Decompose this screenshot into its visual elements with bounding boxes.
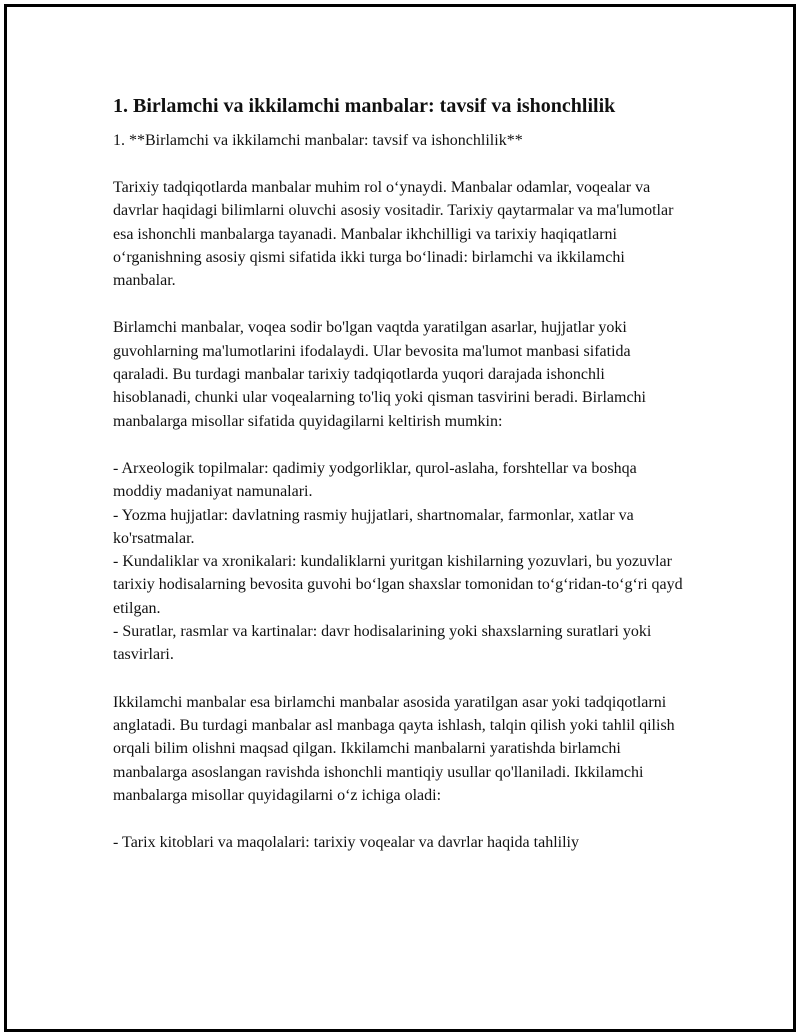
secondary-sources-list xyxy=(113,831,683,854)
secondary-sources-paragraph: Ikkilamchi manbalar esa birlamchi manbalar asosida yaratilgan asar yoki tadqiqotlarni anglatadi. Bu turdagi manbalar asl manbaga qayta ishlash, talqin qilish yoki tahlil qilish orqali bilim olishni maqsad qilgan. Ikkilamchi manbalarni yaratishda birlamchi manbalarga asoslangan ravishda ishonchli mantiqiy usullar qo'llaniladi. Ikkilamchi manbalarga misollar quyidagilarni o‘z ichiga oladi: xyxy=(113,693,675,804)
document-subheading: 1. **Birlamchi va ikkilamchi manbalar: tavsif va ishonchlilik** xyxy=(113,132,523,149)
list-item: - Yozma hujjatlar: davlatning rasmiy hujjatlari, shartnomalar, farmonlar, xatlar va ko'rsatmalar. xyxy=(113,506,634,547)
primary-sources-list xyxy=(113,457,683,667)
document-heading: 1. Birlamchi va ikkilamchi manbalar: tavsif va ishonchlilik xyxy=(113,95,616,117)
intro-paragraph: Tarixiy tadqiqotlarda manbalar muhim rol o‘ynaydi. Manbalar odamlar, voqealar va davrlar haqidagi bilimlarni oluvchi asosiy vositadir. Tarixiy qaytarmalar va ma'lumotlar esa ishonchli manbalarga tayanadi. Manbalar ikhchilligi va tarixiy haqiqatlarni o‘rganishning asosiy qismi sifatida ikki turga bo‘linadi: birlamchi va ikkilamchi manbalar. xyxy=(113,179,674,290)
list-item: - Arxeologik topilmalar: qadimiy yodgorliklar, qurol-aslaha, forshtellar va boshqa moddiy madaniyat namunalari. xyxy=(113,459,637,501)
list-item: - Tarix kitoblari va maqolalari: tarixiy voqealar va davrlar haqida tahliliy xyxy=(113,834,579,852)
list-item: - Kundaliklar va xronikalari: kundaliklarni yuritgan kishilarning yozuvlari, bu yozuvlar tarixiy hodisalarning bevosita guvohi bo‘lgan shaxslar tomonidan to‘g‘ridan-to‘g‘ri qayd etilgan. xyxy=(113,553,683,617)
document-body xyxy=(113,92,683,854)
primary-sources-paragraph: Birlamchi manbalar, voqea sodir bo'lgan vaqtda yaratilgan asarlar, hujjatlar yoki guvohlarning ma'lumotlarini ifodalaydi. Ular bevosita ma'lumot manbasi sifatida qaraladi. Bu turdagi manbalar tarixiy tadqiqotlarda yuqori darajada ishonchli hisoblanadi, chunki ular voqealarning to'liq yoki qisman tasvirini beradi. Birlamchi manbalarga misollar sifatida quyidagilarni keltirish mumkin: xyxy=(113,319,646,430)
list-item: - Suratlar, rasmlar va kartinalar: davr hodisalarining yoki shaxslarning suratlari yoki tasvirlari. xyxy=(113,623,652,664)
